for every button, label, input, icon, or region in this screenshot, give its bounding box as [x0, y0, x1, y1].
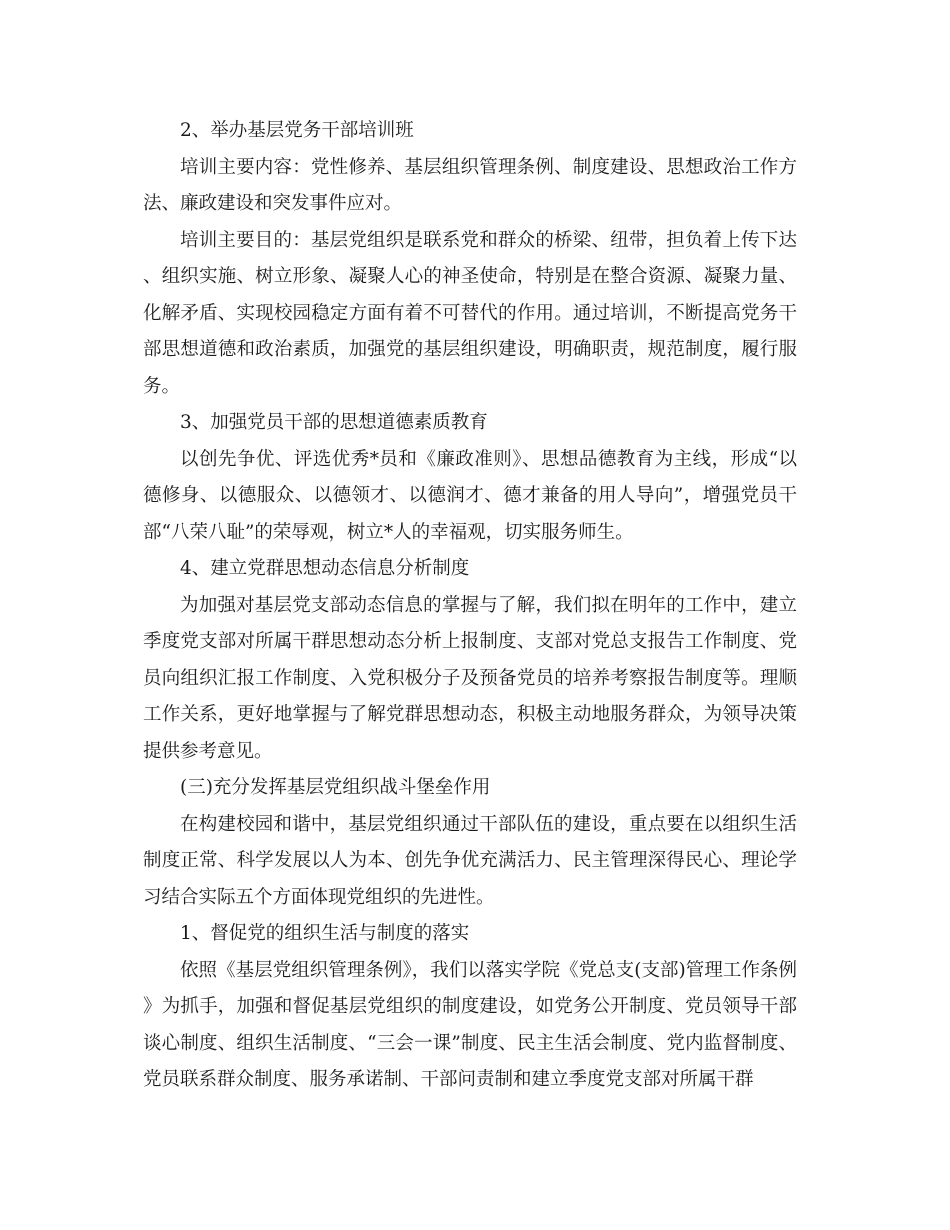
harmony-paragraph: 在构建校园和谐中，基层党组织通过干部队伍的建设，重点要在以组织生活制度正常、科学发展以人为本、创先争优充满活力、民主管理深得民心、理论学习结合实际五个方面体现党组织的先进性。 [143, 813, 797, 908]
section-heading-4: 4、建立党群思想动态信息分析制度 [180, 558, 470, 579]
info-analysis-paragraph: 为加强对基层党支部动态信息的掌握与了解，我们拟在明年的工作中，建立季度党支部对所属干群思想动态分析上报制度、支部对党总支报告工作制度、党员向组织汇报工作制度、入党积极分子及预备党员的培养考察报告制度等。理顺工作关系，更好地掌握与了解党群思想动态，积极主动地服务群众，为领导决策提供参考意见。 [143, 594, 797, 762]
training-content-paragraph: 培训主要内容：党性修养、基层组织管理条例、制度建设、思想政治工作方法、廉政建设和突发事件应对。 [143, 156, 797, 214]
section-heading-1: 1、督促党的组织生活与制度的落实 [180, 923, 470, 944]
section-heading-3: 3、加强党员干部的思想道德素质教育 [180, 412, 488, 433]
section-heading-2: 2、举办基层党务干部培训班 [180, 120, 414, 141]
moral-education-paragraph: 以创先争优、评选优秀*员和《廉政准则》、思想品德教育为主线，形成“以德修身、以德服众、以德领才、以德润才、德才兼备的用人导向”，增强党员干部“八荣八耻”的荣辱观，树立*人的幸福观，切实服务师生。 [143, 448, 797, 543]
regulations-paragraph: 依照《基层党组织管理条例》，我们以落实学院《党总支(支部)管理工作条例》为抓手，加强和督促基层党组织的制度建设，如党务公开制度、党员领导干部谈心制度、组织生活制度、“三会一课”制度、民主生活会制度、党内监督制度、党员联系群众制度、服务承诺制、干部问责制和建立季度党支部对所属干群 [143, 959, 797, 1090]
training-purpose-paragraph: 培训主要目的：基层党组织是联系党和群众的桥梁、纽带，担负着上传下达、组织实施、树立形象、凝聚人心的神圣使命，特别是在整合资源、凝聚力量、化解矛盾、实现校园稳定方面有着不可替代的作用。通过培训，不断提高党务干部思想道德和政治素质，加强党的基层组织建设，明确职责，规范制度，履行服务。 [143, 229, 797, 397]
document-body [143, 113, 797, 1099]
section-heading-part-3: (三)充分发挥基层党组织战斗堡垒作用 [180, 777, 491, 798]
